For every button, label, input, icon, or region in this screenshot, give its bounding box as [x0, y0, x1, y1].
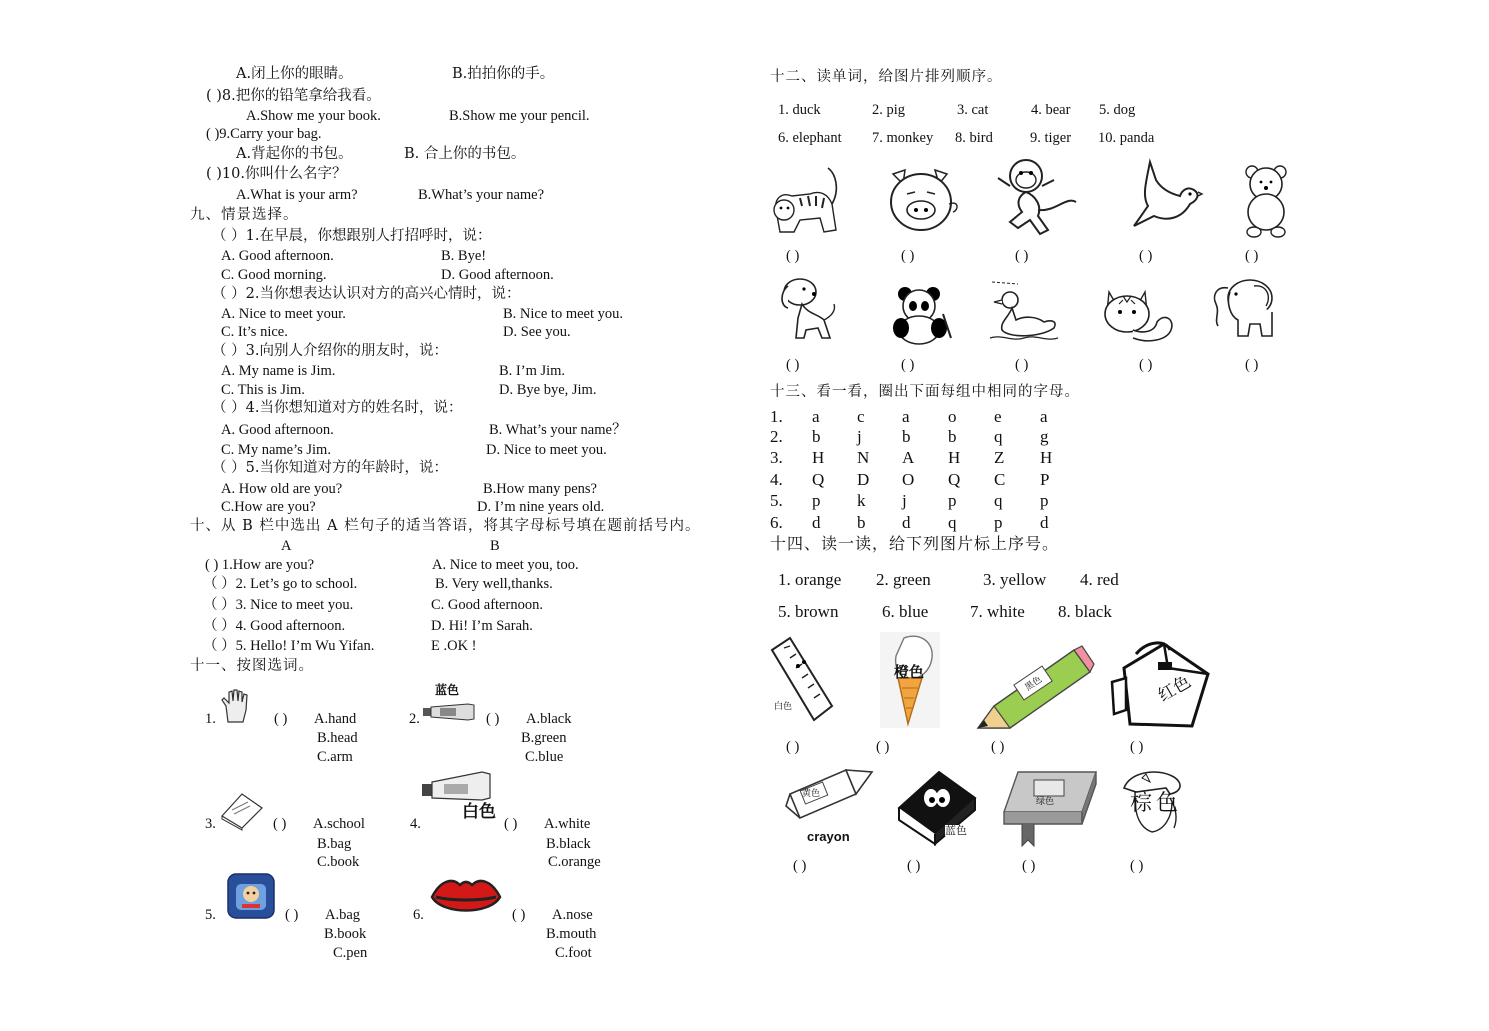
- crayon-color-tag: 黄色: [802, 789, 821, 799]
- s9-q4-c: C. My name’s Jim.: [221, 442, 331, 458]
- letter-cell[interactable]: b: [857, 513, 866, 532]
- s14-paren-2[interactable]: ( ): [876, 739, 890, 755]
- letter-cell[interactable]: H: [1040, 448, 1053, 467]
- letter-row-number: 5.: [770, 491, 783, 510]
- s12-paren-3[interactable]: ( ): [1015, 248, 1029, 264]
- s11-item3-opt-c: C.book: [317, 854, 360, 870]
- s14-paren-1[interactable]: ( ): [786, 739, 800, 755]
- s12-paren-9[interactable]: ( ): [1139, 357, 1153, 373]
- q7-option-b: B.拍拍你的手。: [452, 66, 555, 82]
- letter-cell[interactable]: p: [994, 513, 1003, 532]
- book-picture: [218, 790, 266, 830]
- s11-item2-paren[interactable]: ( ): [486, 711, 500, 727]
- q8-option-b: B.Show me your pencil.: [449, 108, 590, 124]
- s14-word-6: 6. blue: [882, 602, 929, 621]
- letter-row-number: 3.: [770, 448, 783, 467]
- s9-q3-c: C. This is Jim.: [221, 382, 305, 398]
- q10-option-a: A.What is your arm?: [236, 187, 358, 203]
- s10-a4: （ ）4. Good afternoon.: [203, 618, 346, 634]
- bag-color-tag: 红色: [1155, 671, 1195, 707]
- s14-paren-6[interactable]: ( ): [907, 858, 921, 874]
- letter-cell[interactable]: d: [902, 513, 911, 532]
- q9-question: ( )9.Carry your bag.: [206, 126, 322, 142]
- letter-cell[interactable]: a: [1040, 407, 1048, 426]
- letter-cell[interactable]: A: [902, 448, 915, 467]
- bird-picture: [1128, 160, 1202, 236]
- s9-q4-a: A. Good afternoon.: [221, 422, 334, 438]
- letter-cell[interactable]: c: [857, 407, 865, 426]
- s14-word-1: 1. orange: [778, 570, 842, 589]
- letter-cell[interactable]: H: [812, 448, 825, 467]
- letter-cell[interactable]: q: [948, 513, 957, 532]
- letter-row-number: 4.: [770, 470, 783, 489]
- letter-cell[interactable]: j: [902, 491, 907, 510]
- letter-row-number: 1.: [770, 407, 783, 426]
- s10-b5: E .OK !: [431, 638, 477, 654]
- s11-item1-opt-c: C.arm: [317, 749, 353, 765]
- section-12-title: 十二、读单词，给图片排列顺序。: [770, 69, 1003, 85]
- letter-cell[interactable]: Q: [948, 470, 961, 489]
- s12-word-8: 8. bird: [955, 130, 993, 146]
- q8-question: ( )8.把你的铅笔拿给我看。: [206, 88, 381, 104]
- s11-item2-num: 2.: [409, 711, 420, 727]
- s12-word-2: 2. pig: [872, 102, 906, 118]
- s11-item3-paren[interactable]: ( ): [273, 816, 287, 832]
- s9-q4-d: D. Nice to meet you.: [486, 442, 607, 458]
- s11-item3-opt-b: B.bag: [317, 836, 352, 852]
- letter-cell[interactable]: j: [857, 427, 862, 446]
- s14-word-2: 2. green: [876, 570, 931, 589]
- s14-word-3: 3. yellow: [983, 570, 1047, 589]
- s9-q5: （ ）5.当你知道对方的年龄时，说：: [212, 460, 448, 476]
- s9-q5-c: C.How are you?: [221, 499, 316, 515]
- letter-row-number: 2.: [770, 427, 783, 446]
- s9-q1: （ ）1.在早晨，你想跟别人打招呼时，说：: [212, 228, 492, 244]
- hand-picture: [218, 688, 264, 724]
- s9-q5-b: B.How many pens?: [483, 481, 597, 497]
- letter-cell[interactable]: b: [948, 427, 957, 446]
- s14-paren-3[interactable]: ( ): [991, 739, 1005, 755]
- letter-cell[interactable]: p: [812, 491, 821, 510]
- letter-cell[interactable]: p: [1040, 491, 1049, 510]
- s10-a2: （ ）2. Let’s go to school.: [203, 576, 358, 592]
- panda-picture: [885, 284, 957, 346]
- s9-q4: （ ）4.当你想知道对方的姓名时，说：: [212, 400, 463, 416]
- s9-q5-a: A. How old are you?: [221, 481, 343, 497]
- s11-item1-paren[interactable]: ( ): [274, 711, 288, 727]
- s12-word-4: 4. bear: [1031, 102, 1071, 118]
- pig-picture: [883, 160, 963, 240]
- s12-word-5: 5. dog: [1099, 102, 1136, 118]
- section-10-title: 十、从 B 栏中选出 A 栏句子的适当答语，将其字母标号填在题前括号内。: [190, 518, 701, 534]
- s12-paren-5[interactable]: ( ): [1245, 248, 1259, 264]
- s12-word-3: 3. cat: [957, 102, 989, 118]
- letter-cell[interactable]: e: [994, 407, 1002, 426]
- hat-color-tag: 棕色: [1130, 791, 1183, 816]
- s11-item5-paren[interactable]: ( ): [285, 907, 299, 923]
- letter-cell[interactable]: P: [1040, 470, 1050, 489]
- letter-cell[interactable]: N: [857, 448, 870, 467]
- s14-paren-7[interactable]: ( ): [1022, 858, 1036, 874]
- pencil-color-tag: 黑色: [1023, 674, 1044, 694]
- s12-word-10: 10. panda: [1098, 130, 1155, 146]
- letter-cell[interactable]: C: [994, 470, 1006, 489]
- letter-cell[interactable]: O: [902, 470, 915, 489]
- s9-q2-d: D. See you.: [503, 324, 571, 340]
- s11-item6-paren[interactable]: ( ): [512, 907, 526, 923]
- s12-paren-1[interactable]: ( ): [786, 248, 800, 264]
- s10-b1: A. Nice to meet you, too.: [432, 557, 579, 573]
- s12-word-6: 6. elephant: [778, 130, 842, 146]
- bear-picture: [1238, 162, 1294, 240]
- s12-paren-6[interactable]: ( ): [786, 357, 800, 373]
- s12-paren-8[interactable]: ( ): [1015, 357, 1029, 373]
- letter-cell[interactable]: q: [994, 491, 1003, 510]
- s11-item4-num: 4.: [410, 816, 421, 832]
- letter-cell[interactable]: H: [948, 448, 961, 467]
- s11-item5-num: 5.: [205, 907, 216, 923]
- section-14-title: 十四、读一读，给下列图片标上序号。: [770, 534, 1060, 553]
- duck-picture: [988, 280, 1060, 346]
- monkey-picture: [996, 156, 1080, 238]
- s11-item4-color-label: 白色: [462, 802, 496, 822]
- s11-item4-opt-a: A.white: [544, 816, 591, 832]
- s11-item3-num: 3.: [205, 816, 216, 832]
- s11-item5-opt-c: C.pen: [333, 945, 368, 961]
- s10-a1: ( ) 1.How are you?: [205, 557, 315, 573]
- s9-q2-b: B. Nice to meet you.: [503, 306, 624, 322]
- s11-item2-opt-c: C.blue: [525, 749, 564, 765]
- letter-cell[interactable]: q: [994, 427, 1003, 446]
- s11-item6-num: 6.: [413, 907, 424, 923]
- s10-col-a-header: A: [281, 538, 292, 554]
- s9-q1-c: C. Good morning.: [221, 267, 327, 283]
- s14-paren-4[interactable]: ( ): [1130, 739, 1144, 755]
- green-book-picture: [1000, 770, 1100, 848]
- s11-item5-opt-b: B.book: [324, 926, 367, 942]
- s11-item1-opt-a: A.hand: [314, 711, 357, 727]
- ruler-color-tag: 白色: [774, 702, 793, 712]
- tiger-picture: [770, 160, 844, 238]
- q10-question: ( )10.你叫什么名字？: [206, 166, 347, 182]
- letter-cell[interactable]: d: [812, 513, 821, 532]
- s9-q2: （ ）2.当你想表达认识对方的高兴心情时，说：: [212, 286, 521, 302]
- s12-word-7: 7. monkey: [872, 130, 934, 146]
- letter-cell[interactable]: b: [902, 427, 911, 446]
- s11-item3-opt-a: A.school: [313, 816, 365, 832]
- crayon-word: crayon: [807, 829, 850, 844]
- s11-item4-opt-b: B.black: [546, 836, 591, 852]
- s9-q1-b: B. Bye!: [441, 248, 487, 264]
- s14-word-7: 7. white: [970, 602, 1025, 621]
- elephant-picture: [1210, 272, 1280, 342]
- s9-q3-d: D. Bye bye, Jim.: [499, 382, 597, 398]
- s10-b2: B. Very well,thanks.: [435, 576, 553, 592]
- letter-cell[interactable]: Z: [994, 448, 1005, 467]
- paint-tube-picture: [422, 702, 476, 722]
- letter-cell[interactable]: k: [857, 491, 866, 510]
- q8-option-a: A.Show me your book.: [246, 108, 381, 124]
- s11-item6-opt-c: C.foot: [555, 945, 592, 961]
- s9-q5-d: D. I’m nine years old.: [477, 499, 605, 515]
- s12-paren-7[interactable]: ( ): [901, 357, 915, 373]
- s14-word-5: 5. brown: [778, 602, 839, 621]
- letter-cell[interactable]: b: [812, 427, 821, 446]
- s11-item5-opt-a: A.bag: [325, 907, 361, 923]
- dog-picture: [778, 274, 838, 344]
- s11-item4-opt-c: C.orange: [548, 854, 601, 870]
- letter-cell[interactable]: g: [1040, 427, 1049, 446]
- s11-item1-num: 1.: [205, 711, 216, 727]
- s9-q3-b: B. I’m Jim.: [499, 363, 566, 379]
- mouth-picture: [430, 875, 502, 921]
- s9-q4-b: B. What’s your name？: [489, 422, 627, 438]
- s12-paren-10[interactable]: ( ): [1245, 357, 1259, 373]
- s9-q3: （ ）3.向别人介绍你的朋友时，说：: [212, 343, 448, 359]
- section-13-title: 十三、看一看，圈出下面每组中相同的字母。: [770, 384, 1080, 400]
- s9-q2-a: A. Nice to meet your.: [221, 306, 346, 322]
- s11-item6-opt-a: A.nose: [552, 907, 593, 923]
- s11-item2-opt-a: A.black: [526, 711, 572, 727]
- q9-option-a: A.背起你的书包。: [236, 146, 353, 162]
- eraser-color-tag: 蓝色: [945, 824, 967, 837]
- book-color-tag: 绿色: [1036, 797, 1055, 807]
- s10-b4: D. Hi! I’m Sarah.: [431, 618, 533, 634]
- s10-a3: （ ）3. Nice to meet you.: [203, 597, 354, 613]
- s12-paren-2[interactable]: ( ): [901, 248, 915, 264]
- s10-col-b-header: B: [490, 538, 500, 554]
- letter-cell[interactable]: o: [948, 407, 957, 426]
- s12-word-9: 9. tiger: [1030, 130, 1072, 146]
- s11-item1-opt-b: B.head: [317, 730, 358, 746]
- q9-option-b: B. 合上你的书包。: [404, 146, 526, 162]
- letter-cell[interactable]: p: [948, 491, 957, 510]
- icecream-color-tag: 橙色: [894, 663, 925, 681]
- s11-item2-opt-b: B.green: [521, 730, 567, 746]
- cat-picture: [1103, 282, 1177, 346]
- crayon-picture: [784, 766, 876, 828]
- s14-paren-5[interactable]: ( ): [793, 858, 807, 874]
- s11-item4-paren[interactable]: ( ): [504, 816, 518, 832]
- s10-b3: C. Good afternoon.: [431, 597, 543, 613]
- q7-option-a: A.闭上你的眼睛。: [236, 66, 353, 82]
- s12-word-1: 1. duck: [778, 102, 821, 118]
- s9-q2-c: C. It’s nice.: [221, 324, 288, 340]
- s9-q1-a: A. Good afternoon.: [221, 248, 334, 264]
- letter-cell[interactable]: a: [812, 407, 820, 426]
- section-9-title: 九、情景选择。: [190, 207, 299, 223]
- section-11-title: 十一、按图选词。: [190, 658, 314, 674]
- letter-cell[interactable]: d: [1040, 513, 1049, 532]
- white-tube-picture: [420, 770, 492, 804]
- letter-row-number: 6.: [770, 513, 783, 532]
- letter-cell[interactable]: Q: [812, 470, 825, 489]
- s12-paren-4[interactable]: ( ): [1139, 248, 1153, 264]
- s9-q1-d: D. Good afternoon.: [441, 267, 554, 283]
- s11-item2-color-label: 蓝色: [435, 683, 460, 697]
- s14-paren-8[interactable]: ( ): [1130, 858, 1144, 874]
- letter-cell[interactable]: a: [902, 407, 910, 426]
- q10-option-b: B.What’s your name?: [418, 187, 545, 203]
- s11-item6-opt-b: B.mouth: [546, 926, 597, 942]
- schoolbag-picture: [224, 870, 278, 920]
- s14-word-4: 4. red: [1080, 570, 1119, 589]
- letter-cell[interactable]: D: [857, 470, 870, 489]
- s10-a5: （ ）5. Hello! I’m Wu Yifan.: [203, 638, 375, 654]
- s14-word-8: 8. black: [1058, 602, 1112, 621]
- s9-q3-a: A. My name is Jim.: [221, 363, 336, 379]
